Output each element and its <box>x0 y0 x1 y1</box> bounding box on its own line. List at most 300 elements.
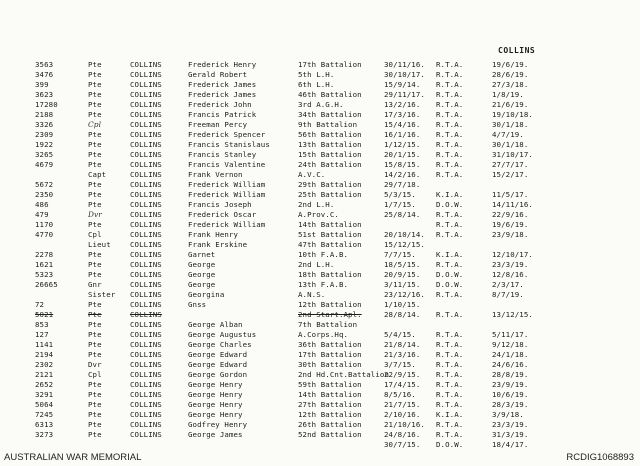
fate-cell: R.T.A. <box>436 400 464 409</box>
fate-date-cell: 24/1/18. <box>492 350 529 359</box>
table-row <box>0 240 640 250</box>
rank-cell: Pte <box>88 330 102 339</box>
fate-cell: R.T.A. <box>436 80 464 89</box>
enlistment-date-cell: 5/4/15. <box>384 330 416 339</box>
table-row <box>0 300 640 310</box>
service-number-cell: 1141 <box>35 340 54 349</box>
given-names-cell: Francis Stanley <box>188 150 257 159</box>
rank-cell: Pte <box>88 60 102 69</box>
given-names-cell: Francis Joseph <box>188 200 252 209</box>
given-names-cell: Frederick Henry <box>188 60 257 69</box>
table-row <box>0 190 640 200</box>
fate-cell: R.T.A. <box>436 210 464 219</box>
unit-cell: 12th Battalion <box>298 410 362 419</box>
table-row <box>0 210 640 220</box>
given-names-cell: Frederick Oscar <box>188 210 257 219</box>
unit-cell: 2nd L.H. <box>298 260 335 269</box>
unit-cell: 27th Battalion <box>298 400 362 409</box>
service-number-cell: 7245 <box>35 410 54 419</box>
fate-date-cell: 14/11/16. <box>492 200 533 209</box>
enlistment-date-cell: 3/11/15. <box>384 280 421 289</box>
service-number-cell: 3476 <box>35 70 54 79</box>
enlistment-date-cell: 28/8/14. <box>384 310 421 319</box>
table-row <box>0 400 640 410</box>
surname-cell: COLLINS <box>130 90 162 99</box>
unit-cell: 30th Battalion <box>298 360 362 369</box>
fate-date-cell: 23/3/19. <box>492 260 529 269</box>
service-number-cell: 2194 <box>35 350 54 359</box>
fate-date-cell: 8/7/19. <box>492 290 524 299</box>
enlistment-date-cell: 13/2/16. <box>384 100 421 109</box>
table-row <box>0 250 640 260</box>
rank-cell: Pte <box>88 110 102 119</box>
enlistment-date-cell: 2/10/16. <box>384 410 421 419</box>
footer-institution: AUSTRALIAN WAR MEMORIAL <box>4 452 142 463</box>
surname-cell: COLLINS <box>130 210 162 219</box>
fate-cell: K.I.A. <box>436 190 464 199</box>
given-names-cell: Godfrey Henry <box>188 420 248 429</box>
enlistment-date-cell: 20/1/15. <box>384 150 421 159</box>
service-number-cell: 3291 <box>35 390 54 399</box>
surname-cell: COLLINS <box>130 60 162 69</box>
fate-cell: R.T.A. <box>436 420 464 429</box>
service-number-cell: 3623 <box>35 90 54 99</box>
given-names-cell: Gnss <box>188 300 207 309</box>
service-number-cell: 1170 <box>35 220 54 229</box>
surname-cell: COLLINS <box>130 330 162 339</box>
fate-date-cell: 1/8/19. <box>492 90 524 99</box>
service-number-cell: 4679 <box>35 160 54 169</box>
footer-reference-id: RCDIG1068893 <box>566 452 634 463</box>
fate-cell: R.T.A. <box>436 70 464 79</box>
unit-cell: 14th Battalion <box>298 220 362 229</box>
given-names-cell: George Charles <box>188 340 252 349</box>
service-number-cell: 3563 <box>35 60 54 69</box>
unit-cell: A.V.C. <box>298 170 326 179</box>
surname-cell: COLLINS <box>130 80 162 89</box>
enlistment-date-cell: 29/7/18. <box>384 180 421 189</box>
rank-cell: Pte <box>88 400 102 409</box>
given-names-cell: Garnet <box>188 250 216 259</box>
service-number-cell: 3326 <box>35 120 54 129</box>
rank-cell: Pte <box>88 180 102 189</box>
enlistment-date-cell: 15/8/15. <box>384 160 421 169</box>
enlistment-date-cell: 15/4/16. <box>384 120 421 129</box>
table-row <box>0 140 640 150</box>
rank-cell: Pte <box>88 160 102 169</box>
enlistment-date-cell: 17/4/15. <box>384 380 421 389</box>
surname-cell: COLLINS <box>130 360 162 369</box>
service-number-cell: 4770 <box>35 230 54 239</box>
fate-date-cell: 23/3/19. <box>492 420 529 429</box>
service-number-cell: 3273 <box>35 430 54 439</box>
fate-date-cell: 5/11/17. <box>492 330 529 339</box>
unit-cell: 2nd Hd.Cnt.Battalion <box>298 370 389 379</box>
table-row <box>0 130 640 140</box>
fate-cell: D.O.W. <box>436 200 464 209</box>
rank-cell: Pte <box>88 80 102 89</box>
surname-cell: COLLINS <box>130 150 162 159</box>
fate-cell: R.T.A. <box>436 390 464 399</box>
fate-date-cell: 12/8/16. <box>492 270 529 279</box>
unit-cell: 3rd A.G.H. <box>298 100 344 109</box>
table-row <box>0 350 640 360</box>
fate-cell: R.T.A. <box>436 60 464 69</box>
fate-date-cell: 15/2/17. <box>492 170 529 179</box>
service-number-cell: 2350 <box>35 190 54 199</box>
service-number-cell: 2121 <box>35 370 54 379</box>
rank-cell: Pte <box>88 310 102 319</box>
service-number-cell: 5064 <box>35 400 54 409</box>
surname-cell: COLLINS <box>130 420 162 429</box>
enlistment-date-cell: 16/1/16. <box>384 130 421 139</box>
table-row <box>0 100 640 110</box>
given-names-cell: Frank Vernon <box>188 170 243 179</box>
fate-cell: R.T.A. <box>436 110 464 119</box>
table-row <box>0 380 640 390</box>
rank-cell: Pte <box>88 100 102 109</box>
given-names-cell: Frank Erskine <box>188 240 248 249</box>
enlistment-date-cell: 21/10/16. <box>384 420 425 429</box>
given-names-cell: George <box>188 260 216 269</box>
table-row <box>0 220 640 230</box>
given-names-cell: George Henry <box>188 390 243 399</box>
enlistment-date-cell: 8/5/16. <box>384 390 416 399</box>
fate-cell: R.T.A. <box>436 160 464 169</box>
rank-cell: Pte <box>88 250 102 259</box>
table-row <box>0 310 640 320</box>
fate-cell: R.T.A. <box>436 90 464 99</box>
unit-cell: 7th Battalion <box>298 320 358 329</box>
given-names-cell: George <box>188 280 216 289</box>
given-names-cell: Francis Stanislaus <box>188 140 270 149</box>
enlistment-date-cell: 3/7/15. <box>384 360 416 369</box>
unit-cell: A.Prov.C. <box>298 210 339 219</box>
fate-date-cell: 19/6/19. <box>492 220 529 229</box>
given-names-cell: Gerald Robert <box>188 70 248 79</box>
surname-cell: COLLINS <box>130 190 162 199</box>
given-names-cell: George Alban <box>188 320 243 329</box>
surname-cell: COLLINS <box>130 180 162 189</box>
rank-cell: Pte <box>88 350 102 359</box>
enlistment-date-cell: 20/10/14. <box>384 230 425 239</box>
table-row <box>0 410 640 420</box>
surname-cell: COLLINS <box>130 70 162 79</box>
rank-cell: Pte <box>88 260 102 269</box>
fate-date-cell: 30/1/18. <box>492 120 529 129</box>
unit-cell: 15th Battalion <box>298 150 362 159</box>
table-row <box>0 390 640 400</box>
unit-cell: 36th Battalion <box>298 340 362 349</box>
table-row <box>0 270 640 280</box>
unit-cell: 17th Battalion <box>298 350 362 359</box>
enlistment-date-cell: 1/7/15. <box>384 200 416 209</box>
table-row <box>0 180 640 190</box>
enlistment-date-cell: 7/7/15. <box>384 250 416 259</box>
rank-cell: Lieut <box>88 240 111 249</box>
fate-cell: R.T.A. <box>436 130 464 139</box>
unit-cell: 47th Battalion <box>298 240 362 249</box>
fate-date-cell: 3/9/18. <box>492 410 524 419</box>
surname-cell: COLLINS <box>130 270 162 279</box>
fate-date-cell: 19/6/19. <box>492 60 529 69</box>
fate-cell: R.T.A. <box>436 170 464 179</box>
given-names-cell: Georgina <box>188 290 225 299</box>
enlistment-date-cell: 1/12/15. <box>384 140 421 149</box>
rank-cell: Pte <box>88 430 102 439</box>
enlistment-date-cell: 25/8/14. <box>384 210 421 219</box>
surname-cell: COLLINS <box>130 400 162 409</box>
enlistment-date-cell: 21/3/16. <box>384 350 421 359</box>
given-names-cell: George Gordon <box>188 370 248 379</box>
table-row <box>0 370 640 380</box>
unit-cell: A.N.S. <box>298 290 326 299</box>
rank-cell: Pte <box>88 190 102 199</box>
fate-cell: R.T.A. <box>436 100 464 109</box>
fate-date-cell: 31/3/19. <box>492 430 529 439</box>
enlistment-date-cell: 20/9/15. <box>384 270 421 279</box>
surname-cell: COLLINS <box>130 250 162 259</box>
given-names-cell: George Henry <box>188 380 243 389</box>
fate-date-cell: 23/9/18. <box>492 230 529 239</box>
unit-cell: 24th Battalion <box>298 160 362 169</box>
service-number-cell: 26665 <box>35 280 58 289</box>
rank-cell: Pte <box>88 320 102 329</box>
surname-cell: COLLINS <box>130 380 162 389</box>
fate-cell: R.T.A. <box>436 430 464 439</box>
surname-cell: COLLINS <box>130 290 162 299</box>
service-number-cell: 399 <box>35 80 49 89</box>
enlistment-date-cell: 17/3/16. <box>384 110 421 119</box>
enlistment-date-cell: 15/12/15. <box>384 240 425 249</box>
unit-cell: 14th Battalion <box>298 390 362 399</box>
surname-cell: COLLINS <box>130 130 162 139</box>
fate-date-cell: 13/12/15. <box>492 310 533 319</box>
enlistment-date-cell: 29/11/17. <box>384 90 425 99</box>
rank-cell: Sister <box>88 290 116 299</box>
fate-date-cell: 24/6/16. <box>492 360 529 369</box>
enlistment-date-cell: 15/9/14. <box>384 80 421 89</box>
table-row <box>0 60 640 70</box>
service-number-cell: 127 <box>35 330 49 339</box>
given-names-cell: George Henry <box>188 400 243 409</box>
rank-cell: Pte <box>88 130 102 139</box>
surname-cell: COLLINS <box>130 170 162 179</box>
service-number-cell: 5672 <box>35 180 54 189</box>
table-row <box>0 150 640 160</box>
unit-cell: 13th Battalion <box>298 140 362 149</box>
rank-cell: Capt <box>88 170 107 179</box>
fate-date-cell: 4/7/19. <box>492 130 524 139</box>
table-row <box>0 340 640 350</box>
fate-cell: R.T.A. <box>436 340 464 349</box>
table-row <box>0 170 640 180</box>
fate-cell: R.T.A. <box>436 230 464 239</box>
enlistment-date-cell: 30/10/17. <box>384 70 425 79</box>
given-names-cell: Freeman Percy <box>188 120 248 129</box>
unit-cell: 6th L.H. <box>298 80 335 89</box>
rank-cell: Dvr <box>88 360 102 369</box>
service-number-cell: 5021 <box>35 310 54 319</box>
table-row <box>0 70 640 80</box>
fate-cell: R.T.A. <box>436 370 464 379</box>
rank-cell: Pte <box>88 90 102 99</box>
fate-cell: R.T.A. <box>436 360 464 369</box>
rank-cell: Pte <box>88 150 102 159</box>
fate-cell: D.O.W. <box>436 280 464 289</box>
fate-cell: K.I.A. <box>436 250 464 259</box>
surname-cell: COLLINS <box>130 220 162 229</box>
fate-date-cell: 10/6/19. <box>492 390 529 399</box>
fate-date-cell: 27/7/17. <box>492 160 529 169</box>
table-row <box>0 290 640 300</box>
unit-cell: 2nd Start.Apl. <box>298 310 362 319</box>
fate-date-cell: 11/5/17. <box>492 190 529 199</box>
fate-cell: K.I.A. <box>436 410 464 419</box>
given-names-cell: Frederick Spencer <box>188 130 266 139</box>
service-number-cell: 17280 <box>35 100 58 109</box>
unit-cell: 34th Battalion <box>298 110 362 119</box>
service-number-cell: 2652 <box>35 380 54 389</box>
service-number-cell: 2278 <box>35 250 54 259</box>
unit-cell: 2nd L.H. <box>298 200 335 209</box>
surname-cell: COLLINS <box>130 410 162 419</box>
rank-cell: Pte <box>88 270 102 279</box>
enlistment-date-cell: 18/5/15. <box>384 260 421 269</box>
fate-cell: R.T.A. <box>436 290 464 299</box>
given-names-cell: George Augustus <box>188 330 257 339</box>
unit-cell: 56th Battalion <box>298 130 362 139</box>
surname-cell: COLLINS <box>130 340 162 349</box>
fate-cell: R.T.A. <box>436 380 464 389</box>
fate-cell: R.T.A. <box>436 140 464 149</box>
fate-date-cell: 27/3/18. <box>492 80 529 89</box>
enlistment-date-cell: 30/11/16. <box>384 60 425 69</box>
table-row <box>0 80 640 90</box>
rank-cell: Pte <box>88 340 102 349</box>
unit-cell: 52nd Battalion <box>298 430 362 439</box>
rank-cell: Pte <box>88 410 102 419</box>
table-row <box>0 440 640 450</box>
unit-cell: 9th Battalion <box>298 120 358 129</box>
service-number-cell: 3265 <box>35 150 54 159</box>
surname-cell: COLLINS <box>130 110 162 119</box>
surname-header: COLLINS <box>498 46 536 55</box>
fate-date-cell: 9/12/18. <box>492 340 529 349</box>
service-number-cell: 2188 <box>35 110 54 119</box>
surname-cell: COLLINS <box>130 310 162 319</box>
rank-cell: Pte <box>88 200 102 209</box>
rank-cell: Pte <box>88 220 102 229</box>
fate-date-cell: 30/1/18. <box>492 140 529 149</box>
unit-cell: 46th Battalion <box>298 90 362 99</box>
given-names-cell: Frederick John <box>188 100 252 109</box>
surname-cell: COLLINS <box>130 370 162 379</box>
unit-cell: 51st Battalion <box>298 230 362 239</box>
fate-date-cell: 2/3/17. <box>492 280 524 289</box>
fate-date-cell: 18/4/17. <box>492 440 529 449</box>
fate-cell: D.O.W. <box>436 270 464 279</box>
table-row <box>0 360 640 370</box>
given-names-cell: Frederick James <box>188 90 257 99</box>
rank-cell: Dvr <box>88 210 102 219</box>
surname-cell: COLLINS <box>130 280 162 289</box>
rank-cell: Cpl <box>88 230 102 239</box>
service-number-cell: 2302 <box>35 360 54 369</box>
fate-date-cell: 21/6/19. <box>492 100 529 109</box>
table-row <box>0 330 640 340</box>
enlistment-date-cell: 30/7/15. <box>384 440 421 449</box>
service-number-cell: 479 <box>35 210 49 219</box>
fate-cell: R.T.A. <box>436 150 464 159</box>
surname-cell: COLLINS <box>130 350 162 359</box>
service-number-cell: 1922 <box>35 140 54 149</box>
given-names-cell: Frederick William <box>188 180 266 189</box>
service-number-cell: 1621 <box>35 260 54 269</box>
enlistment-date-cell: 24/8/16. <box>384 430 421 439</box>
surname-cell: COLLINS <box>130 160 162 169</box>
surname-cell: COLLINS <box>130 200 162 209</box>
fate-cell: R.T.A. <box>436 120 464 129</box>
given-names-cell: George Henry <box>188 410 243 419</box>
enlistment-date-cell: 21/8/14. <box>384 340 421 349</box>
service-number-cell: 72 <box>35 300 45 309</box>
given-names-cell: Frederick James <box>188 80 257 89</box>
enlistment-date-cell: 22/9/15. <box>384 370 421 379</box>
table-row <box>0 320 640 330</box>
given-names-cell: George Edward <box>188 360 248 369</box>
given-names-cell: George Edward <box>188 350 248 359</box>
given-names-cell: George <box>188 270 216 279</box>
table-row <box>0 120 640 130</box>
enlistment-date-cell: 21/7/15. <box>384 400 421 409</box>
surname-cell: COLLINS <box>130 430 162 439</box>
unit-cell: A.Corps.Hq. <box>298 330 349 339</box>
enlistment-date-cell: 5/3/15. <box>384 190 416 199</box>
table-row <box>0 280 640 290</box>
unit-cell: 29th Battalion <box>298 180 362 189</box>
fate-date-cell: 23/9/19. <box>492 380 529 389</box>
unit-cell: 10th F.A.B. <box>298 250 349 259</box>
unit-cell: 12th Battalion <box>298 300 362 309</box>
table-row <box>0 160 640 170</box>
fate-date-cell: 22/9/16. <box>492 210 529 219</box>
unit-cell: 18th Battalion <box>298 270 362 279</box>
fate-cell: R.T.A. <box>436 310 464 319</box>
table-row <box>0 230 640 240</box>
service-number-cell: 2309 <box>35 130 54 139</box>
rank-cell: Pte <box>88 300 102 309</box>
given-names-cell: Frederick William <box>188 190 266 199</box>
rank-cell: Gnr <box>88 280 102 289</box>
given-names-cell: George James <box>188 430 243 439</box>
table-row <box>0 420 640 430</box>
fate-date-cell: 28/8/19. <box>492 370 529 379</box>
table-row <box>0 260 640 270</box>
unit-cell: 26th Battalion <box>298 420 362 429</box>
service-number-cell: 5323 <box>35 270 54 279</box>
surname-cell: COLLINS <box>130 140 162 149</box>
given-names-cell: Frank Henry <box>188 230 239 239</box>
surname-cell: COLLINS <box>130 240 162 249</box>
fate-date-cell: 28/3/19. <box>492 400 529 409</box>
surname-cell: COLLINS <box>130 120 162 129</box>
surname-cell: COLLINS <box>130 230 162 239</box>
fate-cell: R.T.A. <box>436 330 464 339</box>
unit-cell: 25th Battalion <box>298 190 362 199</box>
given-names-cell: Frederick William <box>188 220 266 229</box>
table-row <box>0 200 640 210</box>
